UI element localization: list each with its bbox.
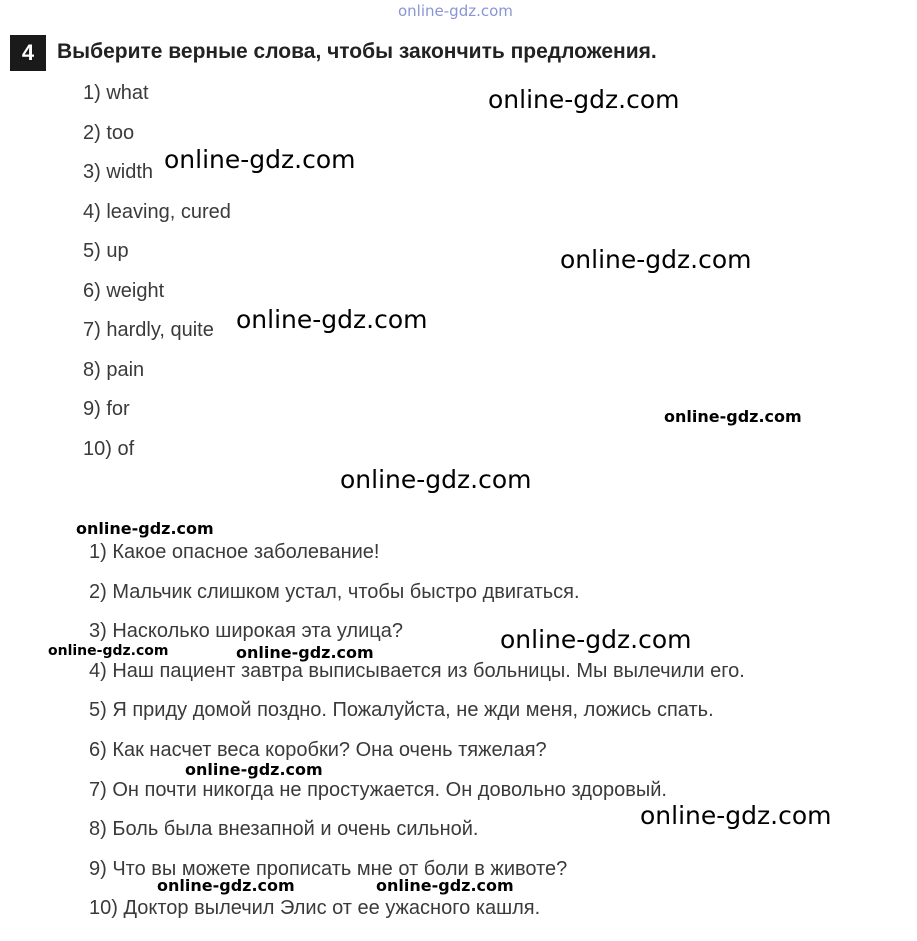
watermark: online-gdz.com <box>164 145 356 174</box>
watermark: online-gdz.com <box>488 85 680 114</box>
watermark: online-gdz.com <box>236 305 428 334</box>
answer-item: 9) for <box>83 398 130 420</box>
answer-item: 3) width <box>83 161 154 183</box>
watermark: online-gdz.com <box>157 876 295 895</box>
translation-item: 8) Боль была внезапной и очень сильной. <box>89 818 479 841</box>
answer-item: 6) weight <box>83 279 165 302</box>
answer-item: 2) too <box>83 121 135 144</box>
translation-item: 2) Мальчик слишком устал, чтобы быстро двигаться. <box>89 580 580 603</box>
answers-list <box>83 80 231 475</box>
watermark: online-gdz.com <box>185 760 323 779</box>
task-title: Выберите верные слова, чтобы закончить предложения. <box>57 40 657 63</box>
translation-item: 7) Он почти никогда не простужается. Он довольно здоровый. <box>89 778 667 801</box>
answer-item: 8) pain <box>83 358 145 381</box>
watermark: online-gdz.com <box>500 625 692 654</box>
watermark: online-gdz.com <box>376 876 514 895</box>
watermark: online-gdz.com <box>664 407 802 426</box>
top-watermark: online-gdz.com <box>398 2 513 20</box>
watermark: online-gdz.com <box>560 245 752 274</box>
watermark: online-gdz.com <box>48 643 169 659</box>
answer-item: 7) hardly, quite <box>83 319 214 341</box>
answer-item: 1) what <box>83 82 149 104</box>
translation-item: 6) Как насчет веса коробки? Она очень тяжелая? <box>89 738 547 761</box>
answer-item: 5) up <box>83 240 129 262</box>
watermark: online-gdz.com <box>340 465 532 494</box>
translation-item: 1) Какое опасное заболевание! <box>89 541 380 563</box>
task-number-badge: 4 <box>10 35 46 71</box>
watermark: online-gdz.com <box>640 801 832 830</box>
answer-item: 10) of <box>83 437 135 460</box>
translation-item: 9) Что вы можете прописать мне от боли в животе? <box>89 857 568 880</box>
watermark: online-gdz.com <box>76 519 214 538</box>
translation-item: 4) Наш пациент завтра выписывается из больницы. Мы вылечили его. <box>89 659 745 682</box>
answer-item: 4) leaving, cured <box>83 200 231 223</box>
translation-item: 3) Насколько широкая эта улица? <box>89 620 403 643</box>
watermark: online-gdz.com <box>236 643 374 662</box>
translation-item: 10) Доктор вылечил Элис от ее ужасного кашля. <box>89 897 541 920</box>
translation-item: 5) Я приду домой поздно. Пожалуйста, не жди меня, ложись спать. <box>89 699 714 722</box>
